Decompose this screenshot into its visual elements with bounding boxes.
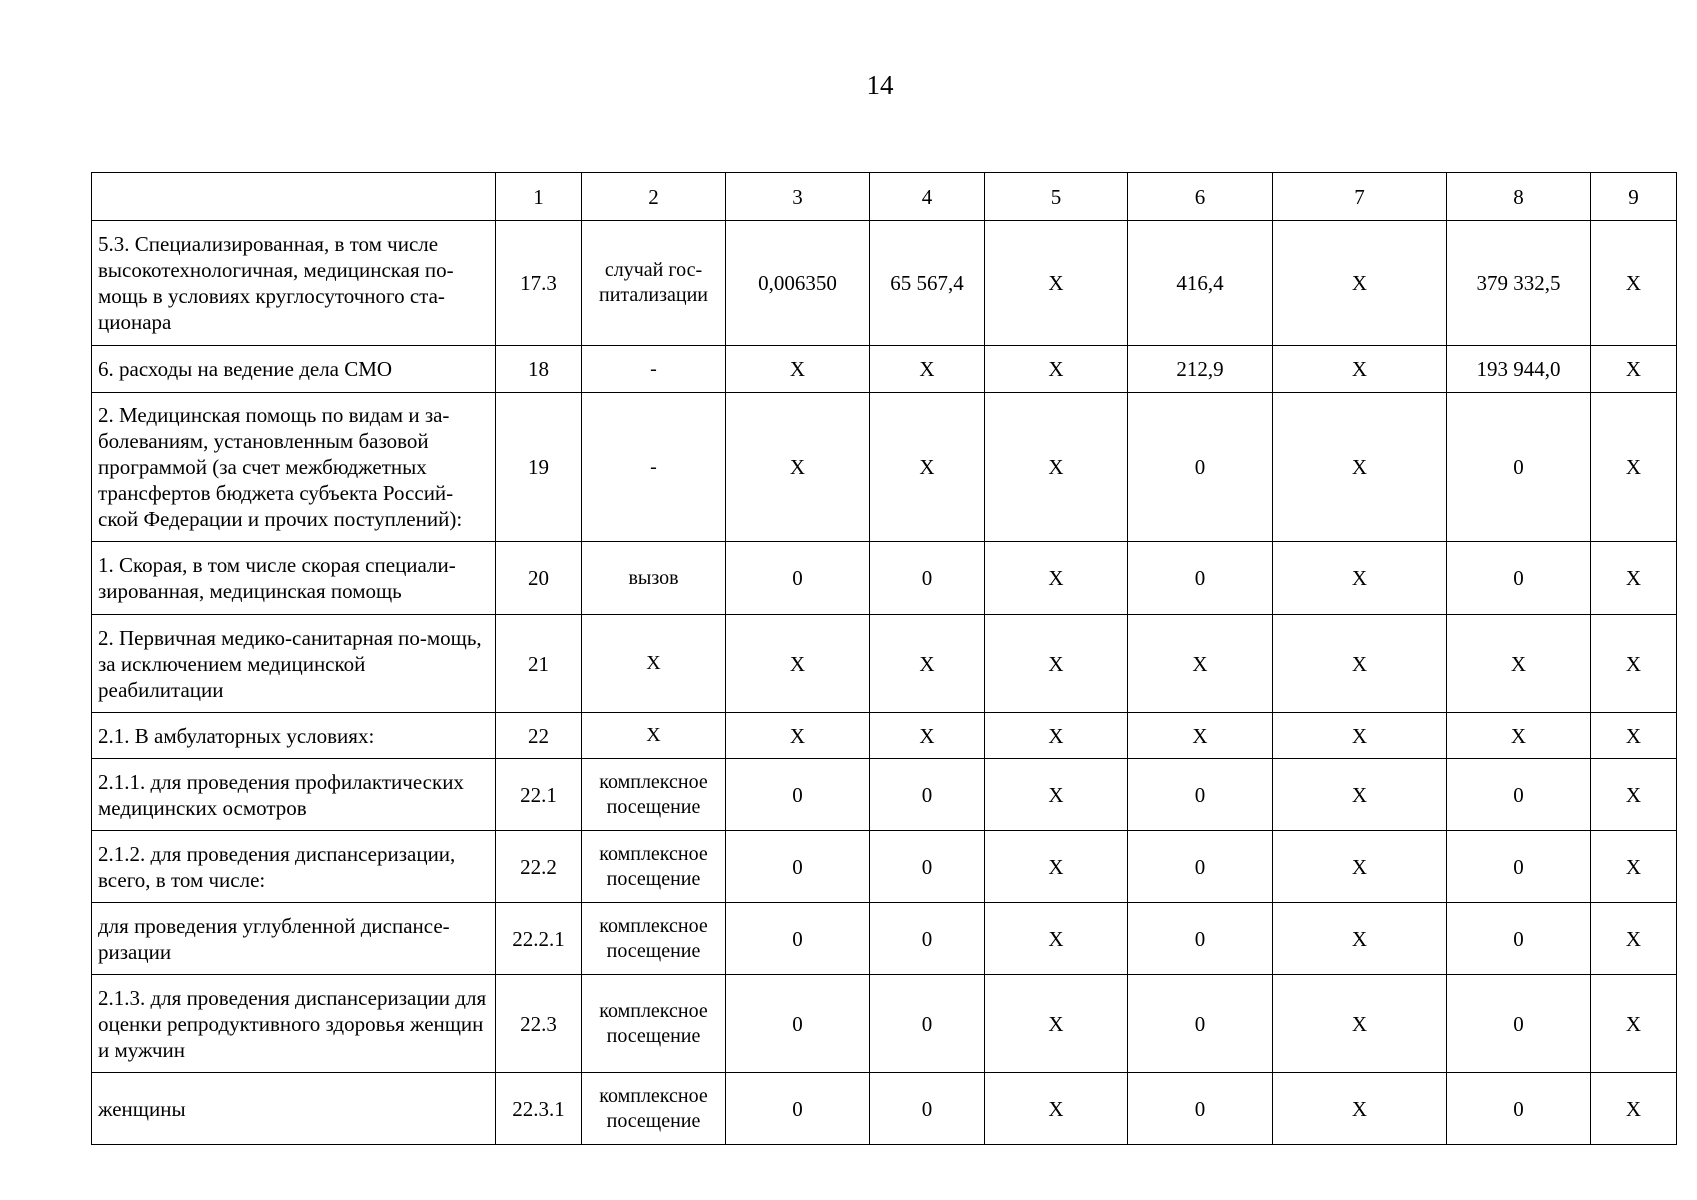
value-cell: 0	[1447, 831, 1591, 903]
value-cell: Х	[1447, 615, 1591, 713]
row-name-cell: 6. расходы на ведение дела СМО	[92, 346, 496, 393]
row-code-cell: 22.2.1	[496, 903, 582, 975]
table-row	[92, 975, 1677, 1073]
value-cell: 0	[1447, 393, 1591, 542]
unit-cell: случай гос-питализации	[582, 221, 726, 346]
value-cell: Х	[870, 346, 985, 393]
value-cell: 0	[1128, 903, 1273, 975]
value-cell: 0	[1128, 975, 1273, 1073]
unit-cell: -	[582, 393, 726, 542]
unit-cell: вызов	[582, 542, 726, 615]
unit-cell: -	[582, 346, 726, 393]
value-cell: Х	[1591, 903, 1677, 975]
unit-cell: Х	[582, 713, 726, 759]
row-name-cell: 2. Медицинская помощь по видам и за-болеваниям, установленным базовой программой (за счет межбюджетных трансфертов бюджета субъекта Россий-ской Федерации и прочих поступлений):	[92, 393, 496, 542]
value-cell: 0	[726, 542, 870, 615]
value-cell: Х	[985, 713, 1128, 759]
value-cell: Х	[985, 393, 1128, 542]
value-cell: 0	[726, 975, 870, 1073]
value-cell: Х	[726, 615, 870, 713]
row-name-cell: женщины	[92, 1073, 496, 1145]
header-cell: 6	[1128, 173, 1273, 221]
value-cell: 0	[870, 542, 985, 615]
value-cell: 0	[1128, 542, 1273, 615]
row-name-cell: 2.1.1. для проведения профилактических медицинских осмотров	[92, 759, 496, 831]
row-name-cell: для проведения углубленной диспансе-ризации	[92, 903, 496, 975]
row-name-cell: 2. Первичная медико-санитарная по-мощь, за исключением медицинской реабилитации	[92, 615, 496, 713]
value-cell: 0	[1447, 975, 1591, 1073]
value-cell: Х	[1591, 831, 1677, 903]
value-cell: 0	[870, 759, 985, 831]
value-cell: Х	[1591, 615, 1677, 713]
value-cell: Х	[1273, 221, 1447, 346]
table-row	[92, 346, 1677, 393]
value-cell: Х	[1591, 759, 1677, 831]
table-row	[92, 903, 1677, 975]
value-cell: 0	[870, 831, 985, 903]
value-cell: Х	[985, 221, 1128, 346]
value-cell: Х	[1128, 713, 1273, 759]
value-cell: Х	[1591, 221, 1677, 346]
value-cell: Х	[1273, 1073, 1447, 1145]
value-cell: 0	[726, 1073, 870, 1145]
table-row	[92, 1073, 1677, 1145]
row-name-cell: 2.1.2. для проведения диспансеризации, всего, в том числе:	[92, 831, 496, 903]
value-cell: Х	[870, 713, 985, 759]
value-cell: 0	[726, 903, 870, 975]
value-cell: Х	[985, 975, 1128, 1073]
header-cell: 2	[582, 173, 726, 221]
value-cell: 416,4	[1128, 221, 1273, 346]
value-cell: Х	[1591, 1073, 1677, 1145]
value-cell: Х	[870, 393, 985, 542]
value-cell: 0	[726, 759, 870, 831]
row-name-cell: 2.1.3. для проведения диспансеризации для оценки репродуктивного здоровья женщин и мужчин	[92, 975, 496, 1073]
value-cell: Х	[1273, 615, 1447, 713]
header-cell: 1	[496, 173, 582, 221]
row-code-cell: 18	[496, 346, 582, 393]
row-code-cell: 17.3	[496, 221, 582, 346]
value-cell: Х	[1128, 615, 1273, 713]
value-cell: 0	[870, 1073, 985, 1145]
value-cell: Х	[985, 1073, 1128, 1145]
value-cell: Х	[1591, 393, 1677, 542]
value-cell: Х	[726, 393, 870, 542]
value-cell: 193 944,0	[1447, 346, 1591, 393]
value-cell: Х	[1591, 713, 1677, 759]
row-code-cell: 21	[496, 615, 582, 713]
value-cell: Х	[985, 615, 1128, 713]
value-cell: 0,006350	[726, 221, 870, 346]
header-cell: 3	[726, 173, 870, 221]
row-code-cell: 22.2	[496, 831, 582, 903]
value-cell: Х	[985, 903, 1128, 975]
value-cell: Х	[1591, 975, 1677, 1073]
value-cell: Х	[1273, 542, 1447, 615]
value-cell: Х	[1273, 346, 1447, 393]
page-number: 14	[866, 70, 894, 100]
unit-cell: комплексное посещение	[582, 975, 726, 1073]
value-cell: 0	[1447, 759, 1591, 831]
row-code-cell: 19	[496, 393, 582, 542]
value-cell: 0	[870, 975, 985, 1073]
value-cell: Х	[726, 346, 870, 393]
value-cell: 0	[726, 831, 870, 903]
row-name-cell: 1. Скорая, в том числе скорая специали-зированная, медицинская помощь	[92, 542, 496, 615]
value-cell: Х	[985, 346, 1128, 393]
value-cell: 212,9	[1128, 346, 1273, 393]
unit-cell: Х	[582, 615, 726, 713]
header-cell: 7	[1273, 173, 1447, 221]
value-cell: Х	[1273, 831, 1447, 903]
row-code-cell: 22.1	[496, 759, 582, 831]
value-cell: 0	[1128, 831, 1273, 903]
header-cell	[92, 173, 496, 221]
row-code-cell: 22	[496, 713, 582, 759]
value-cell: Х	[985, 831, 1128, 903]
value-cell: 0	[1128, 393, 1273, 542]
data-table	[91, 172, 1677, 1145]
value-cell: Х	[726, 713, 870, 759]
value-cell: Х	[870, 615, 985, 713]
table-row	[92, 759, 1677, 831]
value-cell: Х	[1273, 713, 1447, 759]
value-cell: 0	[1447, 542, 1591, 615]
value-cell: Х	[1273, 393, 1447, 542]
header-cell: 8	[1447, 173, 1591, 221]
value-cell: Х	[1591, 346, 1677, 393]
header-row	[92, 173, 1677, 221]
table-row	[92, 221, 1677, 346]
table-row	[92, 615, 1677, 713]
unit-cell: комплексное посещение	[582, 1073, 726, 1145]
value-cell: Х	[1273, 975, 1447, 1073]
value-cell: 0	[1128, 759, 1273, 831]
value-cell: Х	[1447, 713, 1591, 759]
table-row	[92, 713, 1677, 759]
value-cell: 0	[1128, 1073, 1273, 1145]
row-code-cell: 22.3	[496, 975, 582, 1073]
header-cell: 4	[870, 173, 985, 221]
value-cell: Х	[985, 542, 1128, 615]
table-row	[92, 393, 1677, 542]
row-code-cell: 20	[496, 542, 582, 615]
value-cell: 379 332,5	[1447, 221, 1591, 346]
value-cell: 0	[1447, 903, 1591, 975]
value-cell: Х	[985, 759, 1128, 831]
value-cell: 0	[870, 903, 985, 975]
value-cell: 0	[1447, 1073, 1591, 1145]
value-cell: Х	[1273, 759, 1447, 831]
value-cell: 65 567,4	[870, 221, 985, 346]
row-name-cell: 5.3. Специализированная, в том числе высокотехнологичная, медицинская по-мощь в условиях круглосуточного ста-ционара	[92, 221, 496, 346]
unit-cell: комплексное посещение	[582, 903, 726, 975]
row-name-cell: 2.1. В амбулаторных условиях:	[92, 713, 496, 759]
unit-cell: комплексное посещение	[582, 831, 726, 903]
unit-cell: комплексное посещение	[582, 759, 726, 831]
header-cell: 5	[985, 173, 1128, 221]
row-code-cell: 22.3.1	[496, 1073, 582, 1145]
table-row	[92, 831, 1677, 903]
header-cell: 9	[1591, 173, 1677, 221]
table-row	[92, 542, 1677, 615]
value-cell: Х	[1591, 542, 1677, 615]
value-cell: Х	[1273, 903, 1447, 975]
